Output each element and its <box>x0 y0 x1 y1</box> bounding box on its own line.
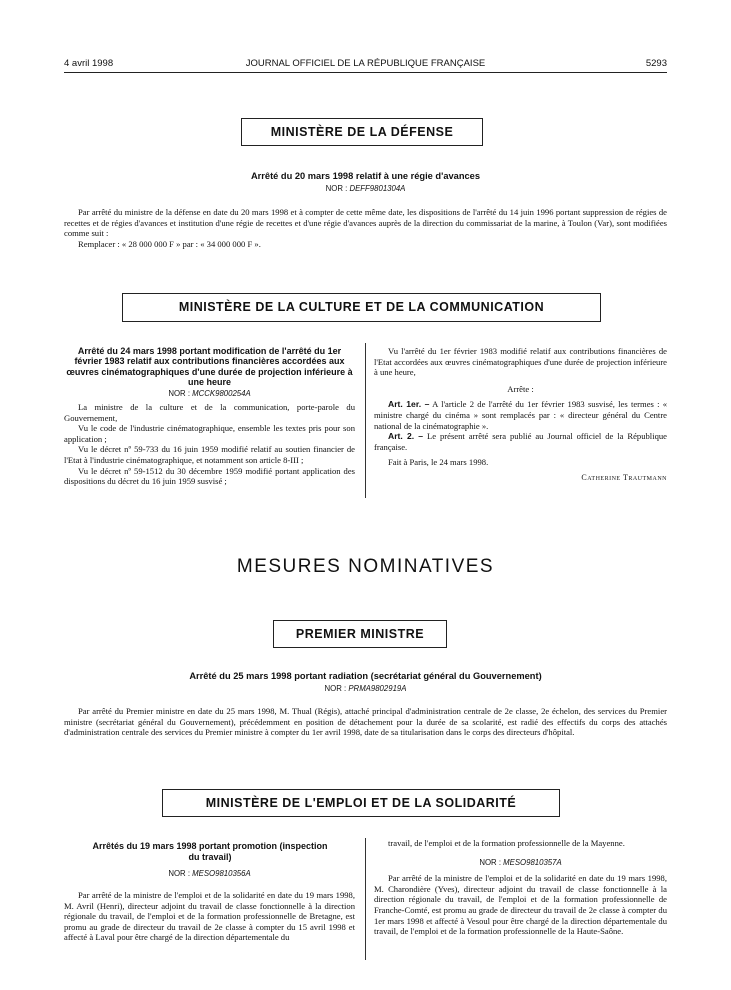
culture-preamble: La ministre de la culture et de la communication, porte-parole du Gouvernement, Vu le code de l'industrie cinématographique, ensemble les textes pris pour son application ; Vu le décret nº 59-733 du 16 juin 1959 modifié relatif au soutien financier de l'Etat à l'industrie cinématographique, et notamment son article 8-III ; Vu le décret nº 59-1512 du 30 décembre 1959 modifié portant application des dispositions du décret du 16 juin 1959 susvisé ; <box>64 402 355 487</box>
column-divider <box>365 343 366 498</box>
defense-decree-title: Arrêté du 20 mars 1998 relatif à une régie d'avances <box>250 171 481 181</box>
emploi-ministry-box <box>162 789 560 817</box>
culture-ministry-box <box>122 293 601 322</box>
emploi-decree-title: Arrêtés du 19 mars 1998 portant promotion (inspection du travail) <box>92 841 328 862</box>
premier-decree-title: Arrêté du 25 mars 1998 portant radiation (secrétariat général du Gouvernement) <box>189 671 542 681</box>
header-journal: JOURNAL OFFICIEL DE LA RÉPUBLIQUE FRANÇAISE <box>245 58 486 69</box>
column-divider-2 <box>365 838 366 960</box>
defense-nor: NOR : DEFF9801304A <box>325 184 406 193</box>
culture-decree-title: Arrêté du 24 mars 1998 portant modification de l'arrêté du 1er février 1983 relatif aux contributions financières accordées aux œuvres cinématographiques d'une durée de projection inférieure à une heure <box>66 346 353 388</box>
culture-right-column: Vu l'arrêté du 1er février 1983 modifié relatif aux contributions financières de l'Etat accordées aux œuvres cinématographiques d'une durée de projection inférieure à une heure, Arrête : Art. 1er. – A l'article 2 de l'arrêté du 1er février 1983 susvisé, les termes : « ministre chargé du cinéma » sont remplacés par : « directeur général du Centre national de la cinématographie ». Art. 2. – Le présent arrêté sera publié au Journal officiel de la République française. Fait à Paris, le 24 mars 1998. Catherine Trautmann <box>374 346 668 482</box>
culture-signature: Catherine Trautmann <box>581 472 667 482</box>
defense-ministry-heading: MINISTÈRE DE LA DÉFENSE <box>270 125 454 139</box>
premier-ministre-heading: PREMIER MINISTRE <box>295 627 425 641</box>
culture-article-2: Art. 2. – Le présent arrêté sera publié au Journal officiel de la République française. <box>374 431 667 452</box>
emploi-nor-2: NOR : MESO9810357A <box>479 857 562 867</box>
header-rule <box>64 72 667 73</box>
premier-nor: NOR : PRMA9802919A <box>324 684 407 693</box>
defense-ministry-box <box>241 118 483 146</box>
mesures-nominatives-heading: MESURES NOMINATIVES <box>236 556 495 577</box>
defense-body: Par arrêté du ministre de la défense en date du 20 mars 1998 et à compter de cette même date, les dispositions de l'arrêté du 14 juin 1996 portant suppression de régies de recettes et de régies d'avances et institution d'une régie de recettes et d'une régie d'avances auprès de la direction du commissariat de la marine, à Toulon (Var), sont modifiées comme suit : Remplacer : « 28 000 000 F » par : « 34 000 000 F ». <box>64 207 667 249</box>
header-page-number: 5293 <box>645 58 667 69</box>
emploi-left-body: Par arrêté de la ministre de l'emploi et de la solidarité en date du 19 mars 1998, M. Avril (Henri), directeur adjoint du travail de classe fonctionnelle à la direction régionale du travail, de l'emploi et de la formation professionnelle de Bretagne, est promu au grade de directeur du travail de 2e classe à compter du 15 avril 1998 et affecté à Laval pour être chargé de la direction départementale du <box>64 890 355 943</box>
culture-arrete: Arrête : <box>507 383 534 394</box>
emploi-right-column: travail, de l'emploi et de la formation professionnelle de la Mayenne. NOR : MESO9810357A Par arrêté de la ministre de l'emploi et de la solidarité en date du 19 mars 1998, M. Charondière (Yves), directeur adjoint du travail de classe fonctionnelle à la direction régionale du travail, de l'emploi et de la formation professionnelle de Franche-Comté, est promu au grade de directeur du travail de 2e classe à compter du 1er mars 1998 et affecté à Vesoul pour être chargé de la direction départementale du travail, de l'emploi et de la formation professionnelle de la Haute-Saône. <box>374 838 667 937</box>
premier-body: Par arrêté du Premier ministre en date du 25 mars 1998, M. Thual (Régis), attaché principal d'administration centrale de 2e classe, 2e échelon, des services du Premier ministre (secrétariat général du Gouvernement), précédemment en position de détachement pour la durée de sa scolarité, est radié des effectifs du corps des attachés d'administration centrale des services du Premier ministre à compter du 1er avril 1998, date de sa titularisation dans le corps des directeurs d'hôpital. <box>64 706 667 738</box>
culture-fait: Fait à Paris, le 24 mars 1998. <box>388 457 489 468</box>
premier-ministre-box <box>273 620 447 648</box>
emploi-nor-1: NOR : MESO9810356A <box>168 869 251 878</box>
emploi-ministry-heading: MINISTÈRE DE L'EMPLOI ET DE LA SOLIDARITÉ <box>205 796 517 810</box>
culture-nor: NOR : MCCK9800254A <box>168 389 251 398</box>
culture-article-1: Art. 1er. – A l'article 2 de l'arrêté du 1er février 1983 susvisé, les termes : « ministre chargé du cinéma » sont remplacés par : « directeur général du Centre national de la cinématographie ». <box>374 399 668 431</box>
header-date: 4 avril 1998 <box>64 58 114 69</box>
culture-ministry-heading: MINISTÈRE DE LA CULTURE ET DE LA COMMUNICATION <box>178 300 545 314</box>
